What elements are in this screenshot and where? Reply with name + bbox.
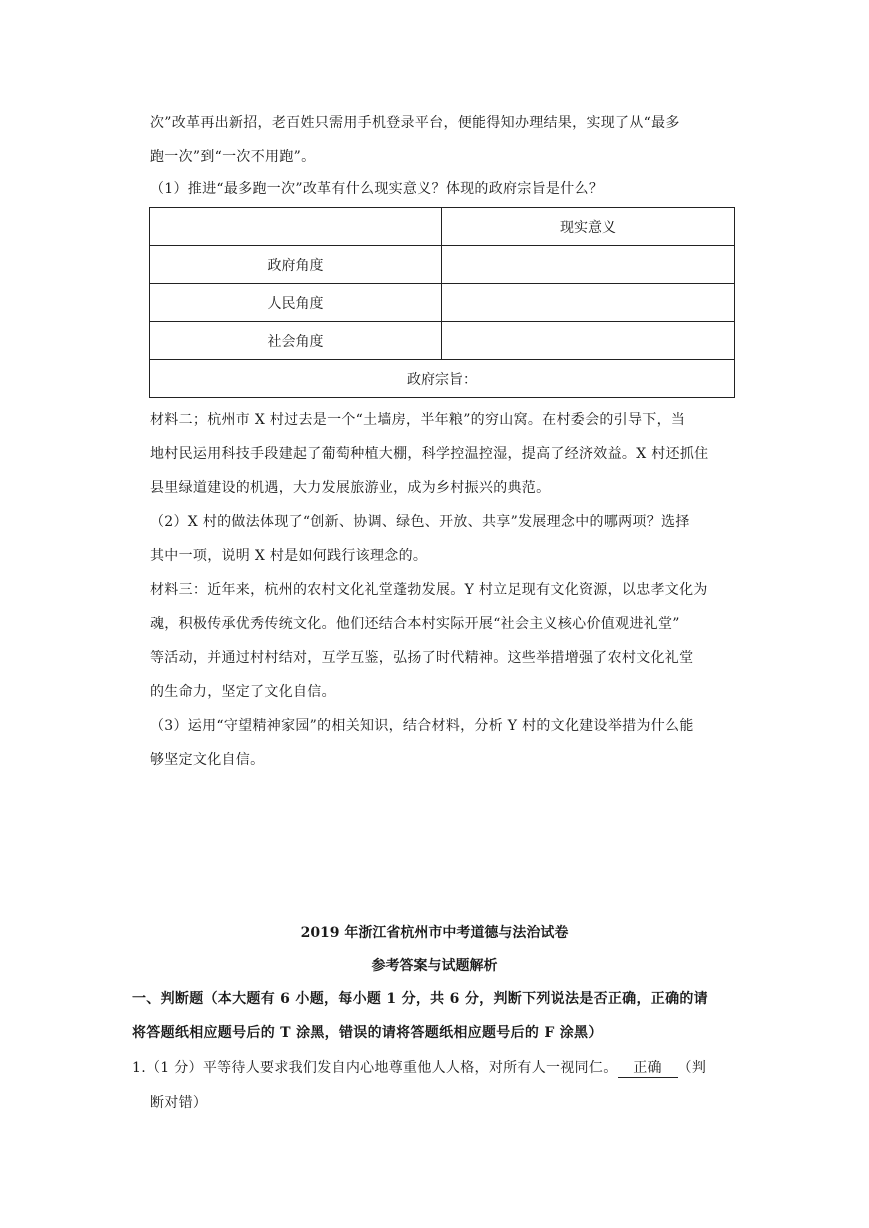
answer-item-1 — [132, 1051, 722, 1085]
question-2: 其中一项，说明 X 村是如何践行该理念的。 — [150, 548, 428, 564]
material-3-line: 材料三：近年来，杭州的农村文化礼堂蓬勃发展。Y 村立足现有文化资源，以忠孝文化为 — [150, 582, 708, 598]
table-header-row — [150, 208, 735, 246]
material-3-line: 的生命力，坚定了文化自信。 — [150, 684, 336, 700]
answer-item-1-text: 1.（1 分）平等待人要求我们发自内心地尊重他人人格，对所有人一视同仁。 — [132, 1060, 618, 1076]
question-3: （3）运用“守望精神家园”的相关知识，结合材料，分析 Y 村的文化建设举措为什么能 — [150, 718, 694, 734]
material-2-line: 地村民运用科技手段建起了葡萄种植大棚，科学控温控湿，提高了经济效益。X 村还抓住 — [150, 446, 709, 462]
table-cell-empty — [150, 208, 442, 246]
part-1-heading: 一、判断题（本大题有 6 小题，每小题 1 分，共 6 分，判断下列说法是否正确，正确的请 — [132, 991, 708, 1007]
table-cell-blank — [442, 246, 735, 284]
part-1-heading: 将答题纸相应题号后的 T 涂黑，错误的请将答题纸相应题号后的 F 涂黑） — [132, 1025, 603, 1041]
material-2-line: 县里绿道建设的机遇，大力发展旅游业，成为乡村振兴的典范。 — [150, 480, 551, 496]
material-3-line: 魂，积极传承优秀传统文化。他们还结合本村实际开展“社会主义核心价值观进礼堂” — [150, 616, 680, 632]
table-header-cell: 现实意义 — [442, 208, 735, 246]
table-row — [150, 322, 735, 360]
answers-title: 2019 年浙江省杭州市中考道德与法治试卷 — [300, 925, 569, 941]
table-row-label: 人民角度 — [150, 284, 442, 322]
table-row — [150, 284, 735, 322]
material-2-line: 材料二；杭州市 X 村过去是一个“土墙房，半年粮”的穷山窝。在村委会的引导下，当 — [150, 412, 686, 428]
material-3-line: 等活动，并通过村村结对，互学互鉴，弘扬了时代精神。这些举措增强了农村文化礼堂 — [150, 650, 694, 666]
answers-subtitle: 参考答案与试题解析 — [371, 958, 498, 974]
table-footer-cell: 政府宗旨： — [150, 360, 735, 398]
table-footer-row — [150, 360, 735, 398]
question-1: （1）推进“最多跑一次”改革有什么现实意义？体现的政府宗旨是什么？ — [150, 181, 604, 197]
text-line: 次”改革再出新招，老百姓只需用手机登录平台，便能得知办理结果，实现了从“最多 — [150, 115, 680, 131]
text-line: 跑一次”到“一次不用跑”。 — [150, 149, 316, 165]
question-2: （2）X 村的做法体现了“创新、协调、绿色、开放、共享”发展理念中的哪两项？选择 — [150, 514, 690, 530]
answer-blank: 正确 — [618, 1059, 678, 1078]
table-row-label: 政府角度 — [150, 246, 442, 284]
table-cell-blank — [442, 322, 735, 360]
question-3: 够坚定文化自信。 — [150, 752, 265, 768]
answer-table — [149, 207, 735, 398]
table-cell-blank — [442, 284, 735, 322]
answer-item-1-line2: 断对错） — [150, 1095, 208, 1111]
table-row — [150, 246, 735, 284]
answer-item-1-suffix: （判 — [677, 1060, 707, 1076]
table-row-label: 社会角度 — [150, 322, 442, 360]
